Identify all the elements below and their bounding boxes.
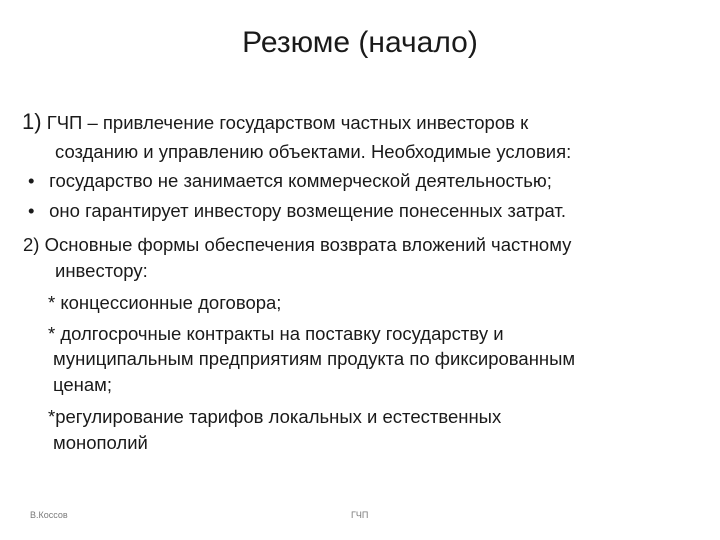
bullet-item-text: оно гарантирует инвестору возмещение понесенных затрат. xyxy=(49,200,566,221)
bullet-item-2 xyxy=(28,199,566,223)
point-1-text-line-1: ГЧП – привлечение государством частных инвесторов к xyxy=(46,112,529,133)
footer-author: В.Коссов xyxy=(30,510,68,520)
bullet-item-text: государство не занимается коммерческой деятельностью; xyxy=(49,170,552,191)
point-2-item-line: ценам; xyxy=(53,374,113,395)
footer-topic: ГЧП xyxy=(351,510,369,520)
point-2-item-line: муниципальным предприятиям продукта по фиксированным xyxy=(53,348,576,369)
bullet-icon: • xyxy=(28,200,35,221)
point-1-line-1 xyxy=(22,110,528,135)
point-2-item-line: * концессионные договора; xyxy=(48,292,282,313)
point-2-text-line-2: инвестору: xyxy=(55,260,148,281)
point-1-number: 1) xyxy=(22,109,42,134)
point-2-item-line: *регулирование тарифов локальных и естественных xyxy=(48,406,502,427)
point-2-item-line: монополий xyxy=(53,432,148,453)
point-2-item-line: * долгосрочные контракты на поставку государству и xyxy=(48,323,504,344)
point-2-text-line-1: 2) Основные формы обеспечения возврата вложений частному xyxy=(23,234,572,255)
point-1-text-line-2: созданию и управлению объектами. Необходимые условия: xyxy=(55,141,572,162)
bullet-item-1 xyxy=(28,169,552,193)
slide-title: Резюме (начало) xyxy=(242,26,478,59)
bullet-icon: • xyxy=(28,170,35,191)
